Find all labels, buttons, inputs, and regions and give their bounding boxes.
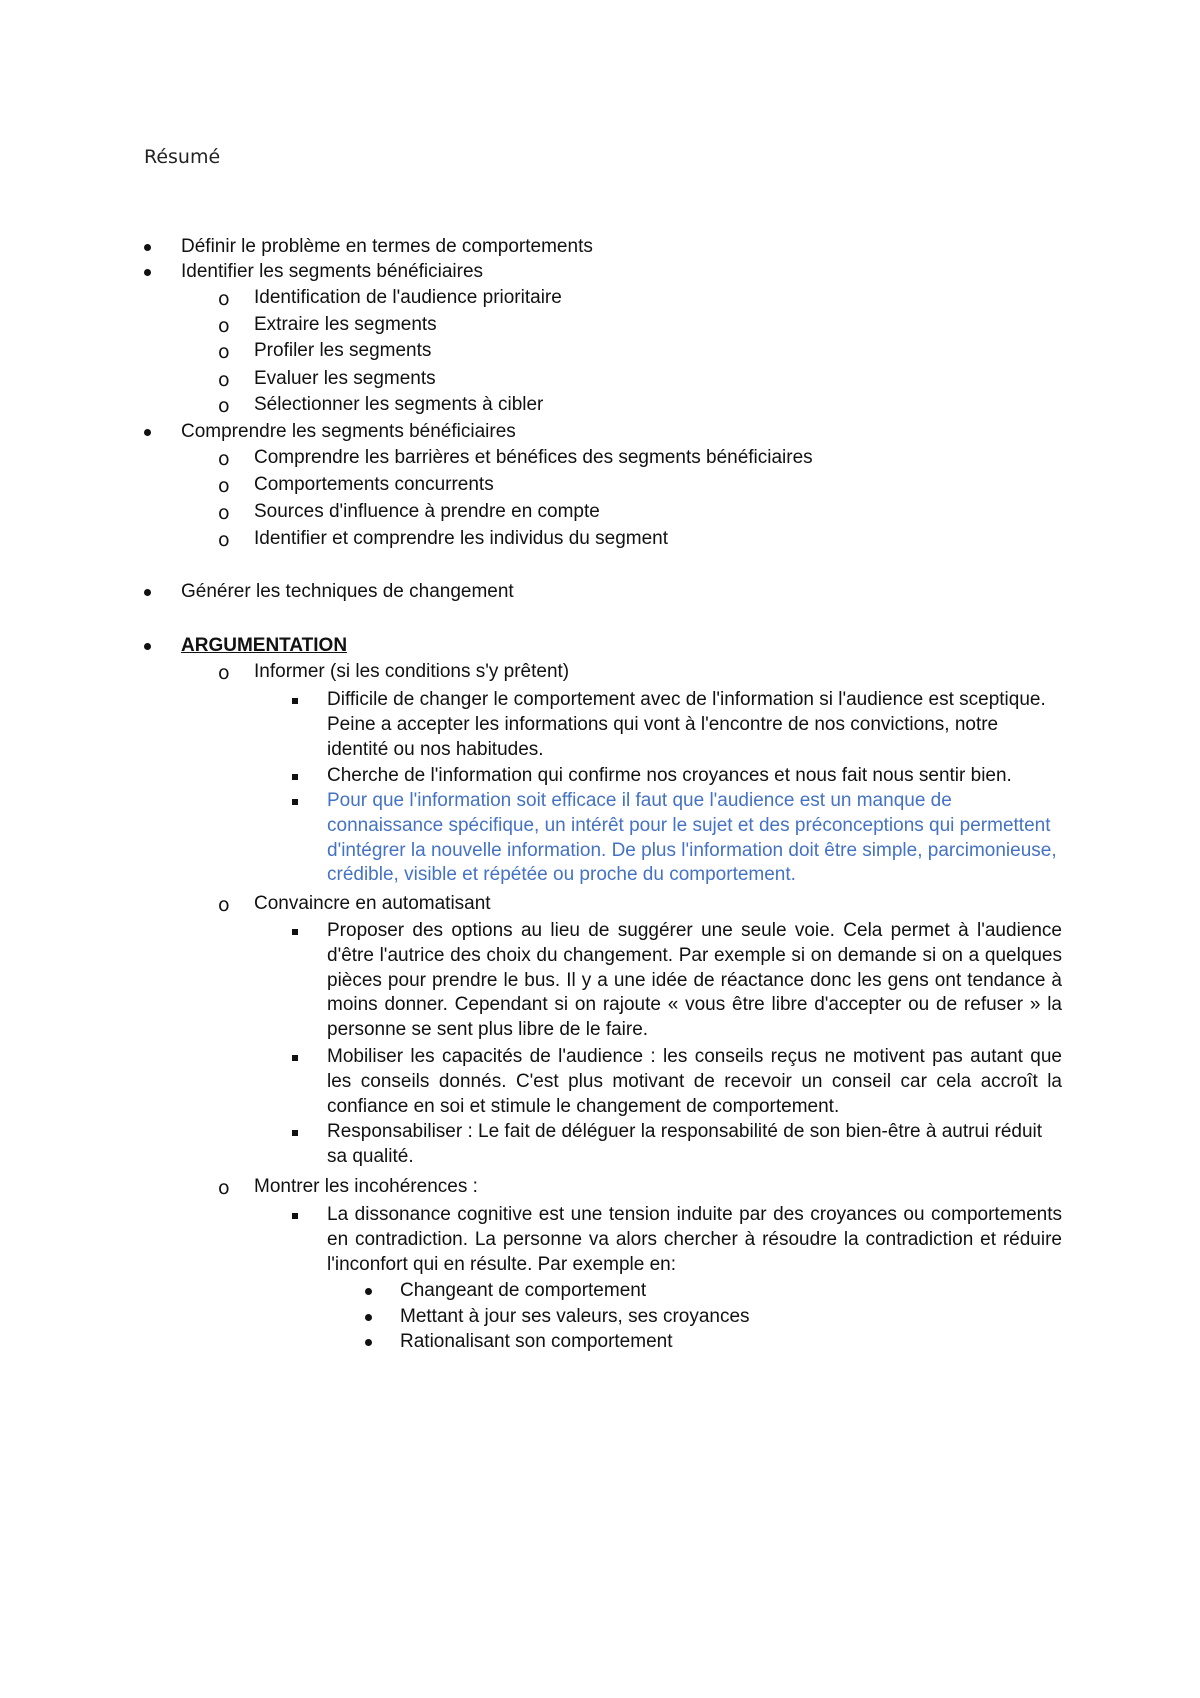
list-item: Changeant de comportement — [400, 1280, 647, 1301]
list-item: Profiler les segments — [254, 340, 432, 361]
bullet-square-icon — [292, 1120, 298, 1136]
bullet-circle-icon: o — [218, 502, 230, 524]
list-item: Rationalisant son comportement — [400, 1331, 673, 1352]
list-item: Extraire les segments — [254, 314, 437, 335]
bullet-dot-icon — [144, 260, 151, 276]
paragraph: Mobiliser les capacités de l'audience : les conseils reçus ne motivent pas autant que les conseils donnés. C'est plus motivant de recevoir un conseil car cela accroît la confiance en soi et stimule le changement de comportement. — [327, 1046, 1062, 1117]
bullet-dot-icon — [365, 1330, 372, 1346]
list-item: Identifier et comprendre les individus du segment — [254, 528, 669, 549]
list-item: Définir le problème en termes de comportements — [181, 236, 593, 257]
bullet-dot-icon — [144, 580, 151, 596]
list-item: Evaluer les segments — [254, 368, 436, 389]
list-item: Comprendre les segments bénéficiaires — [181, 421, 516, 442]
bullet-circle-icon: o — [218, 341, 230, 363]
bullet-square-icon — [292, 688, 298, 704]
list-item: Sources d'influence à prendre en compte — [254, 501, 600, 522]
bullet-dot-icon — [365, 1305, 372, 1321]
bullet-circle-icon: o — [218, 288, 230, 310]
bullet-circle-icon: o — [218, 475, 230, 497]
paragraph: Cherche de l'information qui confirme nos croyances et nous fait nous sentir bien. — [327, 765, 1012, 786]
bullet-circle-icon: o — [218, 529, 230, 551]
list-item: Comprendre les barrières et bénéfices des segments bénéficiaires — [254, 447, 813, 468]
list-item: Convaincre en automatisant — [254, 893, 491, 914]
bullet-dot-icon — [144, 634, 151, 650]
list-item: Sélectionner les segments à cibler — [254, 394, 544, 415]
document-title: Résumé — [144, 146, 221, 168]
list-item: Mettant à jour ses valeurs, ses croyances — [400, 1306, 750, 1327]
bullet-dot-icon — [144, 420, 151, 436]
bullet-circle-icon: o — [218, 395, 230, 417]
bullet-circle-icon: o — [218, 1177, 230, 1199]
list-item: Identification de l'audience prioritaire — [254, 287, 562, 308]
bullet-square-icon — [292, 1045, 298, 1061]
bullet-dot-icon — [365, 1279, 372, 1295]
bullet-circle-icon: o — [218, 315, 230, 337]
section-heading-argumentation: ARGUMENTATION — [181, 635, 348, 656]
paragraph: Proposer des options au lieu de suggérer une seule voie. Cela permet à l'audience d'être l'autrice des choix du changement. Par exemple si on demande si on a quelques pièces pour prendre le bus. Il y a une idée de réactance donc les gens ont tendance à moins donner. Cependant si on rajoute « vous être libre d'accepter ou de refuser » la personne se sent plus libre de le faire. — [327, 920, 1062, 1041]
list-item: Montrer les incohérences : — [254, 1176, 478, 1197]
bullet-circle-icon: o — [218, 662, 230, 684]
paragraph: Difficile de changer le comportement avec de l'information si l'audience est sceptique. Peine a accepter les informations qui vont à l'encontre de nos convictions, notre identité ou nos habitudes. — [327, 689, 1046, 760]
bullet-circle-icon: o — [218, 894, 230, 916]
list-item: Générer les techniques de changement — [181, 581, 514, 602]
highlighted-paragraph: Pour que l'information soit efficace il faut que l'audience est un manque de connaissance spécifique, un intérêt pour le sujet et des préconceptions qui permettent d'intégrer la nouvelle information. De plus l'information doit être simple, parcimonieuse, crédible, visible et répétée ou proche du comportement. — [327, 790, 1057, 886]
bullet-square-icon — [292, 789, 298, 805]
list-item: Identifier les segments bénéficiaires — [181, 261, 484, 282]
paragraph: La dissonance cognitive est une tension induite par des croyances ou comportements en contradiction. La personne va alors chercher à résoudre la contradiction et réduire l'inconfort qui en résulte. Par exemple en: — [327, 1204, 1062, 1275]
bullet-square-icon — [292, 919, 298, 935]
list-item: Informer (si les conditions s'y prêtent) — [254, 661, 570, 682]
list-item: Comportements concurrents — [254, 474, 494, 495]
paragraph: Responsabiliser : Le fait de déléguer la responsabilité de son bien-être à autrui réduit sa qualité. — [327, 1121, 1043, 1167]
bullet-circle-icon: o — [218, 448, 230, 470]
bullet-square-icon — [292, 764, 298, 780]
bullet-dot-icon — [144, 235, 151, 251]
bullet-circle-icon: o — [218, 369, 230, 391]
bullet-square-icon — [292, 1203, 298, 1219]
